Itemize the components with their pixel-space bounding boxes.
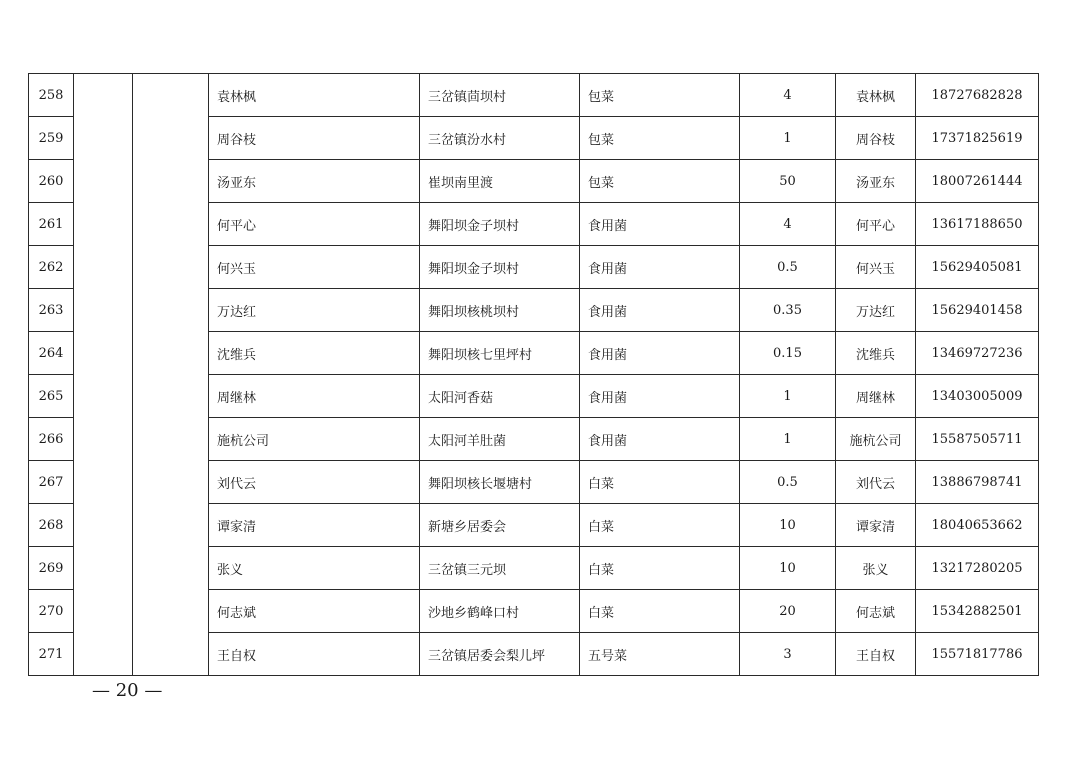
amount-cell: 1 <box>740 418 836 461</box>
location-cell: 三岔镇三元坝 <box>420 547 580 590</box>
amount-cell: 0.5 <box>740 461 836 504</box>
crop-cell: 白菜 <box>580 504 740 547</box>
row-number-cell: 260 <box>29 160 74 203</box>
crop-cell: 包菜 <box>580 74 740 117</box>
phone-cell: 18007261444 <box>916 160 1039 203</box>
contact-cell: 袁林枫 <box>836 74 916 117</box>
amount-cell: 10 <box>740 504 836 547</box>
amount-cell: 4 <box>740 74 836 117</box>
crop-cell: 白菜 <box>580 590 740 633</box>
row-number-cell: 263 <box>29 289 74 332</box>
amount-cell: 1 <box>740 117 836 160</box>
data-table <box>28 73 1039 676</box>
location-cell: 三岔镇居委会梨儿坪 <box>420 633 580 676</box>
contact-cell: 谭家清 <box>836 504 916 547</box>
contact-cell: 万达红 <box>836 289 916 332</box>
row-number-cell: 264 <box>29 332 74 375</box>
phone-cell: 15571817786 <box>916 633 1039 676</box>
page-number: — 20 — <box>92 680 163 701</box>
phone-cell: 17371825619 <box>916 117 1039 160</box>
crop-cell: 白菜 <box>580 461 740 504</box>
phone-cell: 18727682828 <box>916 74 1039 117</box>
crop-cell: 食用菌 <box>580 375 740 418</box>
name-cell: 谭家清 <box>209 504 420 547</box>
crop-cell: 五号菜 <box>580 633 740 676</box>
crop-cell: 食用菌 <box>580 203 740 246</box>
location-cell: 崔坝南里渡 <box>420 160 580 203</box>
row-number-cell: 262 <box>29 246 74 289</box>
crop-cell: 包菜 <box>580 160 740 203</box>
phone-cell: 15342882501 <box>916 590 1039 633</box>
contact-cell: 何志斌 <box>836 590 916 633</box>
amount-cell: 0.5 <box>740 246 836 289</box>
location-cell: 舞阳坝核桃坝村 <box>420 289 580 332</box>
name-cell: 何平心 <box>209 203 420 246</box>
name-cell: 袁林枫 <box>209 74 420 117</box>
phone-cell: 15587505711 <box>916 418 1039 461</box>
name-cell: 何志斌 <box>209 590 420 633</box>
contact-cell: 何兴玉 <box>836 246 916 289</box>
location-cell: 三岔镇汾水村 <box>420 117 580 160</box>
location-cell: 舞阳坝核长堰塘村 <box>420 461 580 504</box>
phone-cell: 13217280205 <box>916 547 1039 590</box>
row-number-cell: 261 <box>29 203 74 246</box>
row-number-cell: 268 <box>29 504 74 547</box>
contact-cell: 汤亚东 <box>836 160 916 203</box>
phone-cell: 13886798741 <box>916 461 1039 504</box>
amount-cell: 10 <box>740 547 836 590</box>
location-cell: 舞阳坝金子坝村 <box>420 246 580 289</box>
name-cell: 万达红 <box>209 289 420 332</box>
location-cell: 新塘乡居委会 <box>420 504 580 547</box>
phone-cell: 15629405081 <box>916 246 1039 289</box>
location-cell: 沙地乡鹤峰口村 <box>420 590 580 633</box>
amount-cell: 50 <box>740 160 836 203</box>
amount-cell: 4 <box>740 203 836 246</box>
row-number-cell: 266 <box>29 418 74 461</box>
phone-cell: 13403005009 <box>916 375 1039 418</box>
row-number-cell: 259 <box>29 117 74 160</box>
contact-cell: 刘代云 <box>836 461 916 504</box>
contact-cell: 沈维兵 <box>836 332 916 375</box>
table-body <box>29 74 1039 676</box>
contact-cell: 施杭公司 <box>836 418 916 461</box>
crop-cell: 白菜 <box>580 547 740 590</box>
name-cell: 周继林 <box>209 375 420 418</box>
name-cell: 王自权 <box>209 633 420 676</box>
name-cell: 汤亚东 <box>209 160 420 203</box>
location-cell: 太阳河羊肚菌 <box>420 418 580 461</box>
amount-cell: 1 <box>740 375 836 418</box>
contact-cell: 王自权 <box>836 633 916 676</box>
name-cell: 何兴玉 <box>209 246 420 289</box>
name-cell: 施杭公司 <box>209 418 420 461</box>
name-cell: 沈维兵 <box>209 332 420 375</box>
location-cell: 三岔镇茴坝村 <box>420 74 580 117</box>
crop-cell: 食用菌 <box>580 289 740 332</box>
phone-cell: 18040653662 <box>916 504 1039 547</box>
contact-cell: 周谷枝 <box>836 117 916 160</box>
row-number-cell: 270 <box>29 590 74 633</box>
name-cell: 张义 <box>209 547 420 590</box>
row-number-cell: 265 <box>29 375 74 418</box>
crop-cell: 食用菌 <box>580 246 740 289</box>
category-cell <box>74 74 133 676</box>
phone-cell: 13469727236 <box>916 332 1039 375</box>
contact-cell: 周继林 <box>836 375 916 418</box>
crop-cell: 包菜 <box>580 117 740 160</box>
crop-cell: 食用菌 <box>580 332 740 375</box>
location-cell: 舞阳坝金子坝村 <box>420 203 580 246</box>
phone-cell: 13617188650 <box>916 203 1039 246</box>
amount-cell: 0.15 <box>740 332 836 375</box>
row-number-cell: 271 <box>29 633 74 676</box>
location-cell: 太阳河香菇 <box>420 375 580 418</box>
location-cell: 舞阳坝核七里坪村 <box>420 332 580 375</box>
contact-cell: 张义 <box>836 547 916 590</box>
phone-cell: 15629401458 <box>916 289 1039 332</box>
amount-cell: 20 <box>740 590 836 633</box>
amount-cell: 0.35 <box>740 289 836 332</box>
row-number-cell: 269 <box>29 547 74 590</box>
row-number-cell: 258 <box>29 74 74 117</box>
name-cell: 刘代云 <box>209 461 420 504</box>
table-row <box>29 74 1039 117</box>
contact-cell: 何平心 <box>836 203 916 246</box>
amount-cell: 3 <box>740 633 836 676</box>
subcategory-cell <box>133 74 209 676</box>
row-number-cell: 267 <box>29 461 74 504</box>
crop-cell: 食用菌 <box>580 418 740 461</box>
name-cell: 周谷枝 <box>209 117 420 160</box>
